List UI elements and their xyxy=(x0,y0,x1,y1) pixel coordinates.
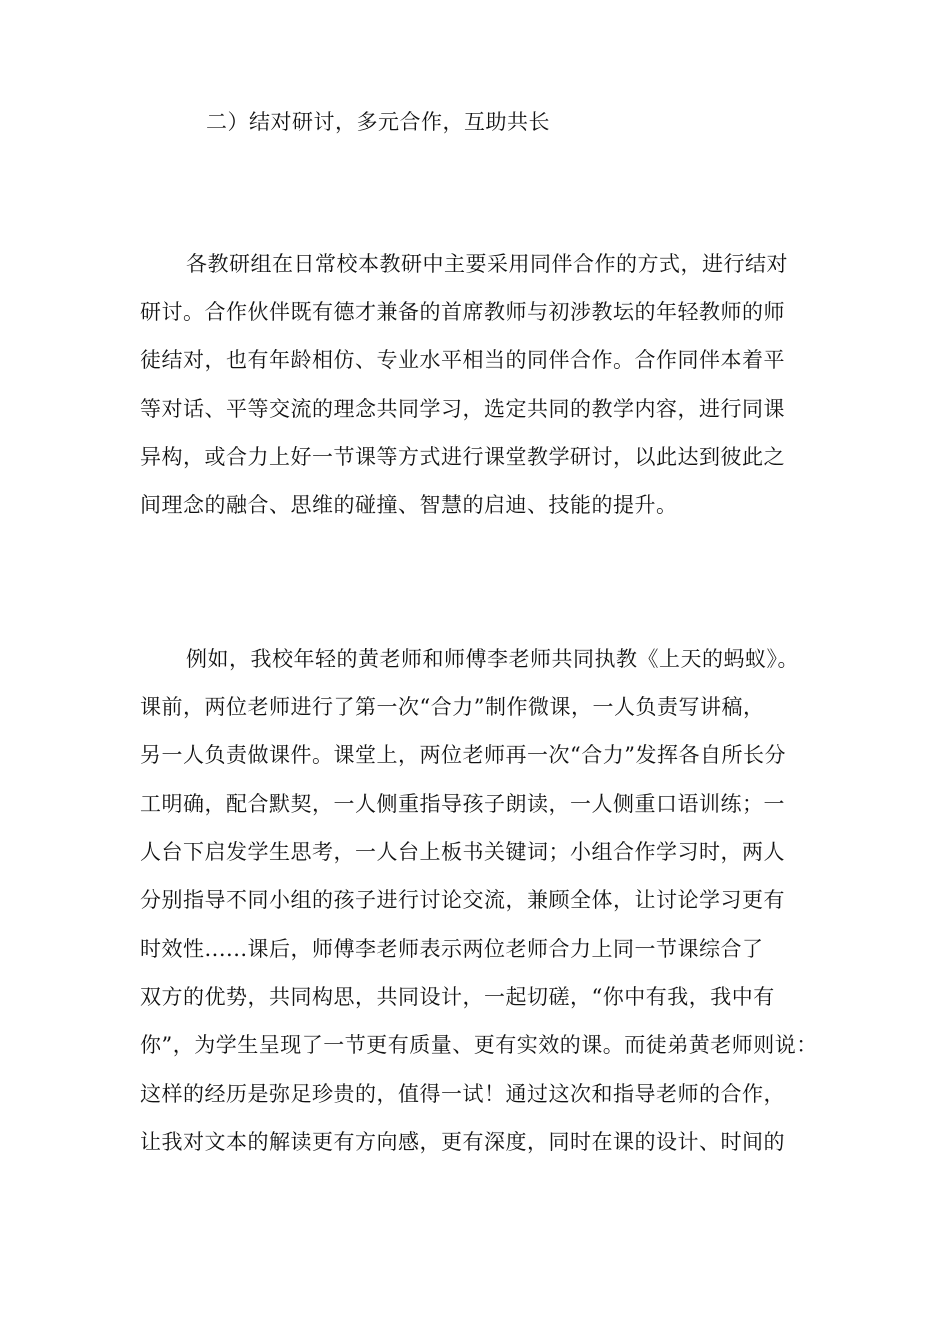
paragraph-line: 课前，两位老师进行了第一次“合力”制作微课，一人负责写讲稿， xyxy=(140,695,765,719)
paragraph-line: 徒结对，也有年龄相仿、专业水平相当的同伴合作。合作同伴本着平 xyxy=(140,348,785,372)
paragraph-line: 工明确，配合默契，一人侧重指导孩子朗读，一人侧重口语训练；一 xyxy=(140,792,785,816)
paragraph-line: 间理念的融合、思维的碰撞、智慧的启迪、技能的提升。 xyxy=(140,493,678,517)
paragraph-line: 异构，或合力上好一节课等方式进行课堂教学研讨，以此达到彼此之 xyxy=(140,445,785,469)
paragraph-line: 让我对文本的解读更有方向感，更有深度，同时在课的设计、时间的 xyxy=(140,1130,785,1154)
paragraph-line: 研讨。合作伙伴既有德才兼备的首席教师与初涉教坛的年轻教师的师 xyxy=(140,300,785,324)
section-heading: 二）结对研讨，多元合作，互助共长 xyxy=(206,110,550,134)
paragraph-line: 人台下启发学生思考，一人台上板书关键词；小组合作学习时，两人 xyxy=(140,840,785,864)
paragraph-line: 双方的优势，共同构思，共同设计，一起切磋，“你中有我，我中有 xyxy=(140,985,775,1009)
paragraph-line: 各教研组在日常校本教研中主要采用同伴合作的方式，进行结对 xyxy=(186,252,788,276)
paragraph-line: 例如，我校年轻的黄老师和师傅李老师共同执教《上天的蚂蚁》。 xyxy=(186,647,799,671)
paragraph-line: 时效性......课后，师傅李老师表示两位老师合力上同一节课综合了 xyxy=(140,937,764,961)
paragraph-line: 等对话、平等交流的理念共同学习，选定共同的教学内容，进行同课 xyxy=(140,397,785,421)
paragraph-line: 你”，为学生呈现了一节更有质量、更有实效的课。而徒弟黄老师则说： xyxy=(140,1033,818,1057)
paragraph-line: 分别指导不同小组的孩子进行讨论交流，兼顾全体，让讨论学习更有 xyxy=(140,888,785,912)
paragraph-line: 这样的经历是弥足珍贵的，值得一试！通过这次和指导老师的合作， xyxy=(140,1082,785,1106)
paragraph-line: 另一人负责做课件。课堂上，两位老师再一次“合力”发挥各自所长分 xyxy=(140,743,786,767)
